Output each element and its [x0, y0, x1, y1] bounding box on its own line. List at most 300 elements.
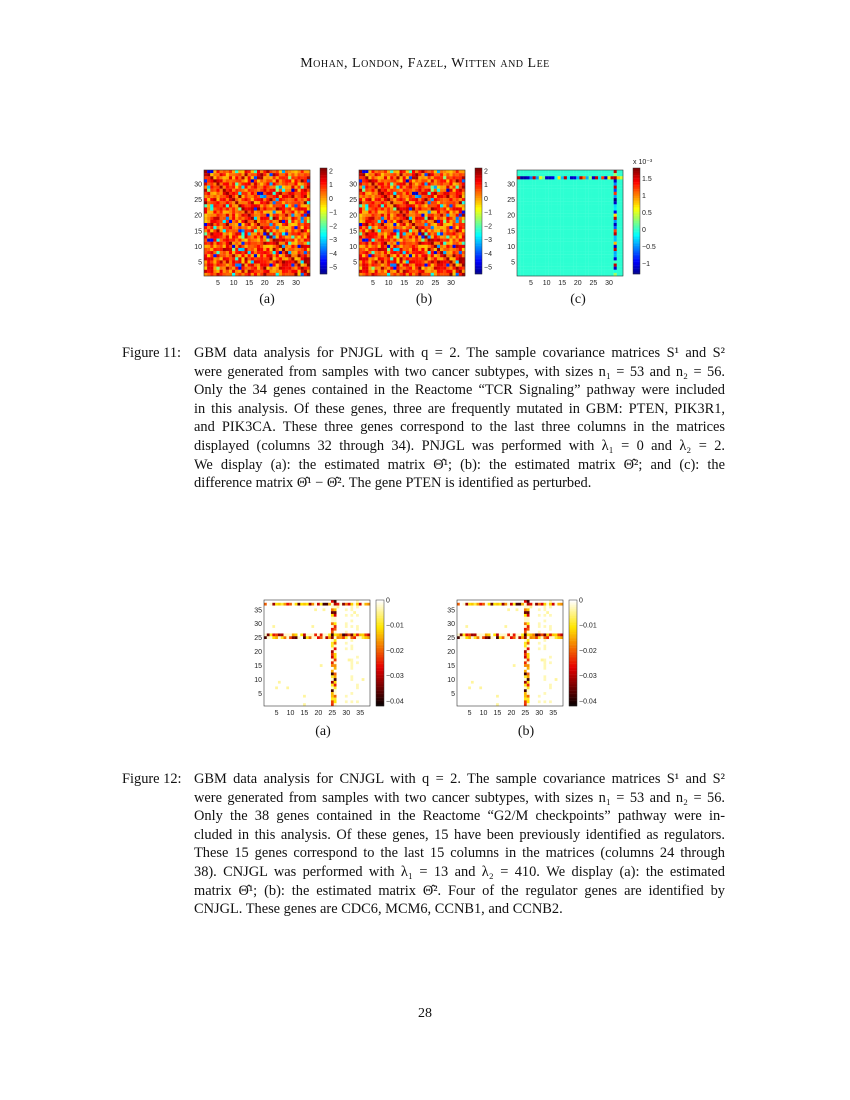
heatmap-cell — [350, 608, 353, 611]
y-tick-label: 20 — [507, 212, 515, 220]
heatmap-cell — [323, 647, 326, 650]
heatmap-cell — [331, 656, 334, 659]
heatmap-cell — [356, 611, 359, 614]
heatmap-cell — [289, 611, 292, 614]
heatmap-cell — [328, 659, 331, 662]
heatmap-cell — [300, 603, 303, 606]
heatmap-cell — [356, 617, 359, 620]
heatmap-cell — [348, 656, 351, 659]
heatmap-cell — [325, 622, 328, 625]
heatmap-cell — [320, 664, 323, 667]
heatmap-cell — [270, 642, 273, 645]
heatmap-cell — [267, 645, 270, 648]
heatmap-cell — [278, 650, 281, 653]
heatmap-cell — [320, 673, 323, 676]
heatmap-cell — [345, 675, 348, 678]
heatmap-cell — [323, 656, 326, 659]
heatmap-cell — [309, 639, 312, 642]
heatmap-cell — [270, 617, 273, 620]
heatmap-cell — [359, 611, 362, 614]
heatmap-cell — [272, 622, 275, 625]
heatmap-cell — [275, 659, 278, 662]
colorbar-tick-label: 1 — [642, 192, 646, 200]
heatmap-cell — [297, 642, 300, 645]
heatmap-cell — [353, 628, 356, 631]
heatmap-cell — [306, 659, 309, 662]
heatmap-cell — [264, 633, 267, 636]
heatmap-cell — [306, 681, 309, 684]
heatmap-cell — [275, 622, 278, 625]
heatmap-cell — [339, 622, 342, 625]
heatmap-cell — [314, 673, 317, 676]
heatmap-cell — [303, 681, 306, 684]
heatmap-cell — [350, 689, 353, 692]
heatmap-cell — [337, 684, 340, 687]
heatmap-cell — [325, 667, 328, 670]
heatmap-cell — [306, 622, 309, 625]
heatmap-cell — [339, 659, 342, 662]
heatmap-cell — [311, 681, 314, 684]
heatmap-cell — [286, 617, 289, 620]
heatmap-cell — [278, 614, 281, 617]
heatmap-cell — [323, 689, 326, 692]
heatmap-cell — [314, 670, 317, 673]
heatmap-cell — [267, 681, 270, 684]
heatmap-cell — [350, 653, 353, 656]
heatmap-cell — [342, 673, 345, 676]
heatmap-cell — [328, 664, 331, 667]
heatmap-cell — [362, 625, 365, 628]
heatmap-cell — [275, 647, 278, 650]
heatmap-cell — [359, 689, 362, 692]
heatmap-cell — [342, 650, 345, 653]
heatmap-cell — [295, 681, 298, 684]
heatmap-cell — [325, 659, 328, 662]
heatmap-cell — [350, 611, 353, 614]
heatmap-cell — [342, 617, 345, 620]
heatmap-cell — [325, 650, 328, 653]
heatmap-cell — [278, 608, 281, 611]
colorbar-tick-label: 1 — [329, 182, 333, 189]
heatmap-cell — [359, 633, 362, 636]
colorbar-exponent: x 10⁻³ — [633, 159, 653, 166]
heatmap-cell — [270, 603, 273, 606]
heatmap-cell — [337, 614, 340, 617]
heatmap-cell — [284, 642, 287, 645]
heatmap-cell — [295, 606, 298, 609]
heatmap-cell — [314, 678, 317, 681]
heatmap-cell — [278, 667, 281, 670]
heatmap-cell — [292, 689, 295, 692]
heatmap-cell — [286, 659, 289, 662]
heatmap-cell — [306, 642, 309, 645]
heatmap-cell — [353, 614, 356, 617]
heatmap-cell — [309, 617, 312, 620]
heatmap-cell — [345, 656, 348, 659]
heatmap-cell — [334, 675, 337, 678]
heatmap-cell — [303, 645, 306, 648]
y-tick-label: 30 — [194, 181, 202, 189]
heatmap-cell — [325, 642, 328, 645]
heatmap-cell — [345, 642, 348, 645]
heatmap-cell — [278, 631, 281, 634]
heatmap-cell — [267, 675, 270, 678]
heatmap-cell — [353, 661, 356, 664]
heatmap-cell — [267, 670, 270, 673]
heatmap-cell — [289, 670, 292, 673]
heatmap-cell — [362, 600, 365, 603]
heatmap-cell — [320, 653, 323, 656]
heatmap-cell — [309, 642, 312, 645]
heatmap-cell — [286, 636, 289, 639]
heatmap-cell — [267, 667, 270, 670]
heatmap-cell — [270, 681, 273, 684]
heatmap-cell — [267, 642, 270, 645]
heatmap-cell — [309, 645, 312, 648]
heatmap-cell — [334, 628, 337, 631]
heatmap-cell — [356, 689, 359, 692]
heatmap-cell — [364, 628, 367, 631]
heatmap-cell — [295, 664, 298, 667]
heatmap-cell — [275, 628, 278, 631]
heatmap-cell — [303, 600, 306, 603]
heatmap-cell — [306, 620, 309, 623]
heatmap-cell — [356, 606, 359, 609]
heatmap-cell — [292, 625, 295, 628]
heatmap-cell — [356, 614, 359, 617]
heatmap-cell — [306, 628, 309, 631]
heatmap-cell — [267, 678, 270, 681]
heatmap-cell — [311, 622, 314, 625]
heatmap-cell — [303, 617, 306, 620]
heatmap-cell — [337, 675, 340, 678]
heatmap-cell — [278, 661, 281, 664]
heatmap-cell — [348, 600, 351, 603]
heatmap-cell — [297, 661, 300, 664]
heatmap-cell — [264, 684, 267, 687]
heatmap-cell — [314, 642, 317, 645]
heatmap-cell — [350, 614, 353, 617]
heatmap-cell — [353, 603, 356, 606]
heatmap-cell — [364, 636, 367, 639]
heatmap-cell — [342, 664, 345, 667]
heatmap-cell — [295, 642, 298, 645]
heatmap-cell — [334, 606, 337, 609]
heatmap-cell — [353, 611, 356, 614]
heatmap-cell — [270, 620, 273, 623]
heatmap-cell — [328, 653, 331, 656]
heatmap-cell — [264, 614, 267, 617]
heatmap-cell — [292, 678, 295, 681]
heatmap-cell — [267, 631, 270, 634]
heatmap-cell — [286, 650, 289, 653]
heatmap-cell — [275, 603, 278, 606]
colorbar-tick-label: 0 — [329, 195, 333, 203]
heatmap-cell — [314, 681, 317, 684]
heatmap-cell — [345, 661, 348, 664]
heatmap-cell — [281, 606, 284, 609]
heatmap-cell — [334, 636, 337, 639]
heatmap-cell — [350, 681, 353, 684]
heatmap-cell — [359, 628, 362, 631]
heatmap-cell — [320, 625, 323, 628]
heatmap-cell — [331, 633, 334, 636]
heatmap-cell — [303, 620, 306, 623]
heatmap-cell — [297, 639, 300, 642]
heatmap-cell — [281, 608, 284, 611]
heatmap-cell — [323, 642, 326, 645]
heatmap-cell — [267, 611, 270, 614]
heatmap-cell — [356, 620, 359, 623]
figure11-caption-line: displayed (columns 32 through 34). PNJGL was performed with λ₁ = 0 and λ₂ = 2. — [194, 437, 725, 454]
heatmap-cell — [264, 611, 267, 614]
heatmap-cell — [281, 686, 284, 689]
heatmap-cell — [311, 625, 314, 628]
heatmap-cell — [334, 603, 337, 606]
heatmap-cell — [348, 670, 351, 673]
heatmap-cell — [267, 622, 270, 625]
heatmap-cell — [364, 670, 367, 673]
heatmap-cell — [364, 608, 367, 611]
heatmap-cell — [317, 689, 320, 692]
heatmap-cell — [353, 639, 356, 642]
heatmap-cell — [364, 653, 367, 656]
heatmap-cell — [314, 625, 317, 628]
heatmap-cell — [325, 684, 328, 687]
heatmap-cell — [314, 659, 317, 662]
heatmap-cell — [350, 622, 353, 625]
heatmap-cell — [289, 633, 292, 636]
heatmap-cell — [334, 670, 337, 673]
heatmap-cell — [345, 628, 348, 631]
heatmap-cell — [320, 681, 323, 684]
heatmap-cell — [297, 659, 300, 662]
heatmap-cell — [334, 650, 337, 653]
heatmap-cell — [353, 606, 356, 609]
heatmap-cell — [281, 664, 284, 667]
heatmap-cell — [331, 603, 334, 606]
heatmap-cell — [272, 684, 275, 687]
heatmap-cell — [286, 673, 289, 676]
heatmap-cell — [284, 633, 287, 636]
heatmap-cell — [278, 603, 281, 606]
heatmap-cell — [345, 611, 348, 614]
heatmap-cell — [300, 673, 303, 676]
heatmap-cell — [337, 639, 340, 642]
heatmap-cell — [314, 622, 317, 625]
heatmap-cell — [295, 678, 298, 681]
heatmap-cell — [364, 678, 367, 681]
heatmap-cell — [272, 628, 275, 631]
heatmap-cell — [348, 661, 351, 664]
heatmap-cell — [311, 614, 314, 617]
heatmap-cell — [337, 636, 340, 639]
heatmap-cell — [286, 603, 289, 606]
heatmap-cell — [362, 617, 365, 620]
heatmap-cell — [314, 631, 317, 634]
heatmap-cell — [337, 625, 340, 628]
heatmap-cell — [362, 667, 365, 670]
heatmap-cell — [295, 673, 298, 676]
heatmap-cell — [284, 639, 287, 642]
heatmap-cell — [359, 650, 362, 653]
heatmap-cell — [364, 673, 367, 676]
heatmap-cell — [275, 645, 278, 648]
heatmap-cell — [334, 617, 337, 620]
heatmap-cell — [325, 661, 328, 664]
heatmap-cell — [284, 622, 287, 625]
heatmap-cell — [359, 678, 362, 681]
heatmap-cell — [364, 675, 367, 678]
heatmap-cell — [359, 675, 362, 678]
heatmap-cell — [306, 664, 309, 667]
heatmap-cell — [339, 606, 342, 609]
heatmap-cell — [350, 642, 353, 645]
heatmap-cell — [275, 617, 278, 620]
heatmap-cell — [309, 603, 312, 606]
heatmap-cell — [295, 620, 298, 623]
heatmap-cell — [353, 673, 356, 676]
heatmap-cell — [311, 647, 314, 650]
heatmap-cell — [331, 608, 334, 611]
heatmap-cell — [289, 689, 292, 692]
heatmap-cell — [286, 689, 289, 692]
heatmap-cell — [356, 675, 359, 678]
x-tick-label: 25 — [276, 280, 285, 287]
heatmap-cell — [284, 600, 287, 603]
heatmap-cell — [320, 686, 323, 689]
heatmap-cell — [325, 645, 328, 648]
heatmap-cell — [286, 675, 289, 678]
heatmap-cell — [314, 664, 317, 667]
heatmap-cell — [348, 642, 351, 645]
heatmap-cell — [278, 647, 281, 650]
heatmap-cell — [348, 620, 351, 623]
heatmap-cell — [348, 667, 351, 670]
heatmap-cell — [297, 689, 300, 692]
figure11-label-c: (c) — [570, 292, 586, 307]
heatmap-cell — [306, 650, 309, 653]
heatmap-cell — [353, 617, 356, 620]
y-tick-label: 20 — [194, 212, 202, 220]
heatmap-cell — [323, 622, 326, 625]
heatmap-cell — [278, 617, 281, 620]
heatmap-cell — [345, 667, 348, 670]
heatmap-cell — [309, 656, 312, 659]
heatmap-cell — [295, 633, 298, 636]
heatmap-cell — [309, 661, 312, 664]
heatmap-cell — [314, 614, 317, 617]
heatmap-cell — [362, 608, 365, 611]
heatmap-cell — [323, 667, 326, 670]
heatmap-cell — [331, 684, 334, 687]
y-tick-label: 10 — [194, 243, 202, 251]
heatmap-cell — [300, 611, 303, 614]
heatmap-cell — [289, 600, 292, 603]
heatmap-cell — [300, 681, 303, 684]
heatmap-cell — [353, 659, 356, 662]
heatmap-cell — [284, 653, 287, 656]
y-tick-label: 25 — [349, 197, 357, 205]
heatmap-cell — [317, 631, 320, 634]
heatmap-cell — [286, 611, 289, 614]
heatmap-cell — [350, 606, 353, 609]
heatmap-cell — [320, 659, 323, 662]
heatmap-cell — [331, 686, 334, 689]
heatmap-cell — [317, 653, 320, 656]
heatmap-cell — [284, 603, 287, 606]
heatmap-cell — [345, 636, 348, 639]
heatmap-cell — [300, 678, 303, 681]
heatmap-cell — [278, 673, 281, 676]
heatmap-cell — [295, 661, 298, 664]
heatmap-cell — [331, 625, 334, 628]
heatmap-cell — [284, 645, 287, 648]
heatmap-cell — [289, 686, 292, 689]
heatmap-cell — [317, 614, 320, 617]
heatmap-cell — [300, 659, 303, 662]
heatmap-cell — [309, 673, 312, 676]
heatmap-cell — [275, 667, 278, 670]
heatmap-cell — [325, 617, 328, 620]
heatmap-cell — [270, 656, 273, 659]
heatmap-cell — [334, 631, 337, 634]
heatmap-cell — [275, 600, 278, 603]
heatmap-cell — [323, 645, 326, 648]
heatmap-cell — [345, 664, 348, 667]
colorbar-tick-label: 0.5 — [642, 210, 652, 217]
heatmap-cell — [289, 659, 292, 662]
heatmap-cell — [281, 681, 284, 684]
heatmap-cell — [328, 678, 331, 681]
heatmap-cell — [325, 606, 328, 609]
heatmap-cell — [267, 608, 270, 611]
heatmap-cell — [350, 670, 353, 673]
heatmap-cell — [264, 608, 267, 611]
heatmap-cell — [281, 670, 284, 673]
heatmap-cell — [345, 622, 348, 625]
heatmap-cell — [300, 686, 303, 689]
heatmap-cell — [314, 653, 317, 656]
heatmap-cell — [339, 684, 342, 687]
heatmap-cell — [281, 631, 284, 634]
heatmap-cell — [289, 639, 292, 642]
heatmap-cell — [323, 639, 326, 642]
heatmap-cell — [317, 647, 320, 650]
x-tick-label: 20 — [573, 280, 582, 287]
colorbar-tick-label: −4 — [329, 250, 337, 258]
heatmap-cell — [337, 667, 340, 670]
heatmap-cell — [331, 689, 334, 692]
heatmap-cell — [362, 620, 365, 623]
heatmap-cell — [362, 678, 365, 681]
heatmap-cell — [309, 633, 312, 636]
heatmap-cell — [362, 636, 365, 639]
heatmap-cell — [292, 661, 295, 664]
heatmap-cell — [325, 656, 328, 659]
heatmap-cell — [289, 673, 292, 676]
heatmap-cell — [337, 608, 340, 611]
heatmap-cell — [264, 670, 267, 673]
heatmap-cell — [359, 681, 362, 684]
heatmap-cell — [284, 667, 287, 670]
heatmap-cell — [323, 659, 326, 662]
heatmap-cell — [325, 600, 328, 603]
heatmap-cell — [297, 684, 300, 687]
heatmap-cell — [264, 603, 267, 606]
heatmap-cell — [286, 620, 289, 623]
heatmap-cell — [295, 686, 298, 689]
